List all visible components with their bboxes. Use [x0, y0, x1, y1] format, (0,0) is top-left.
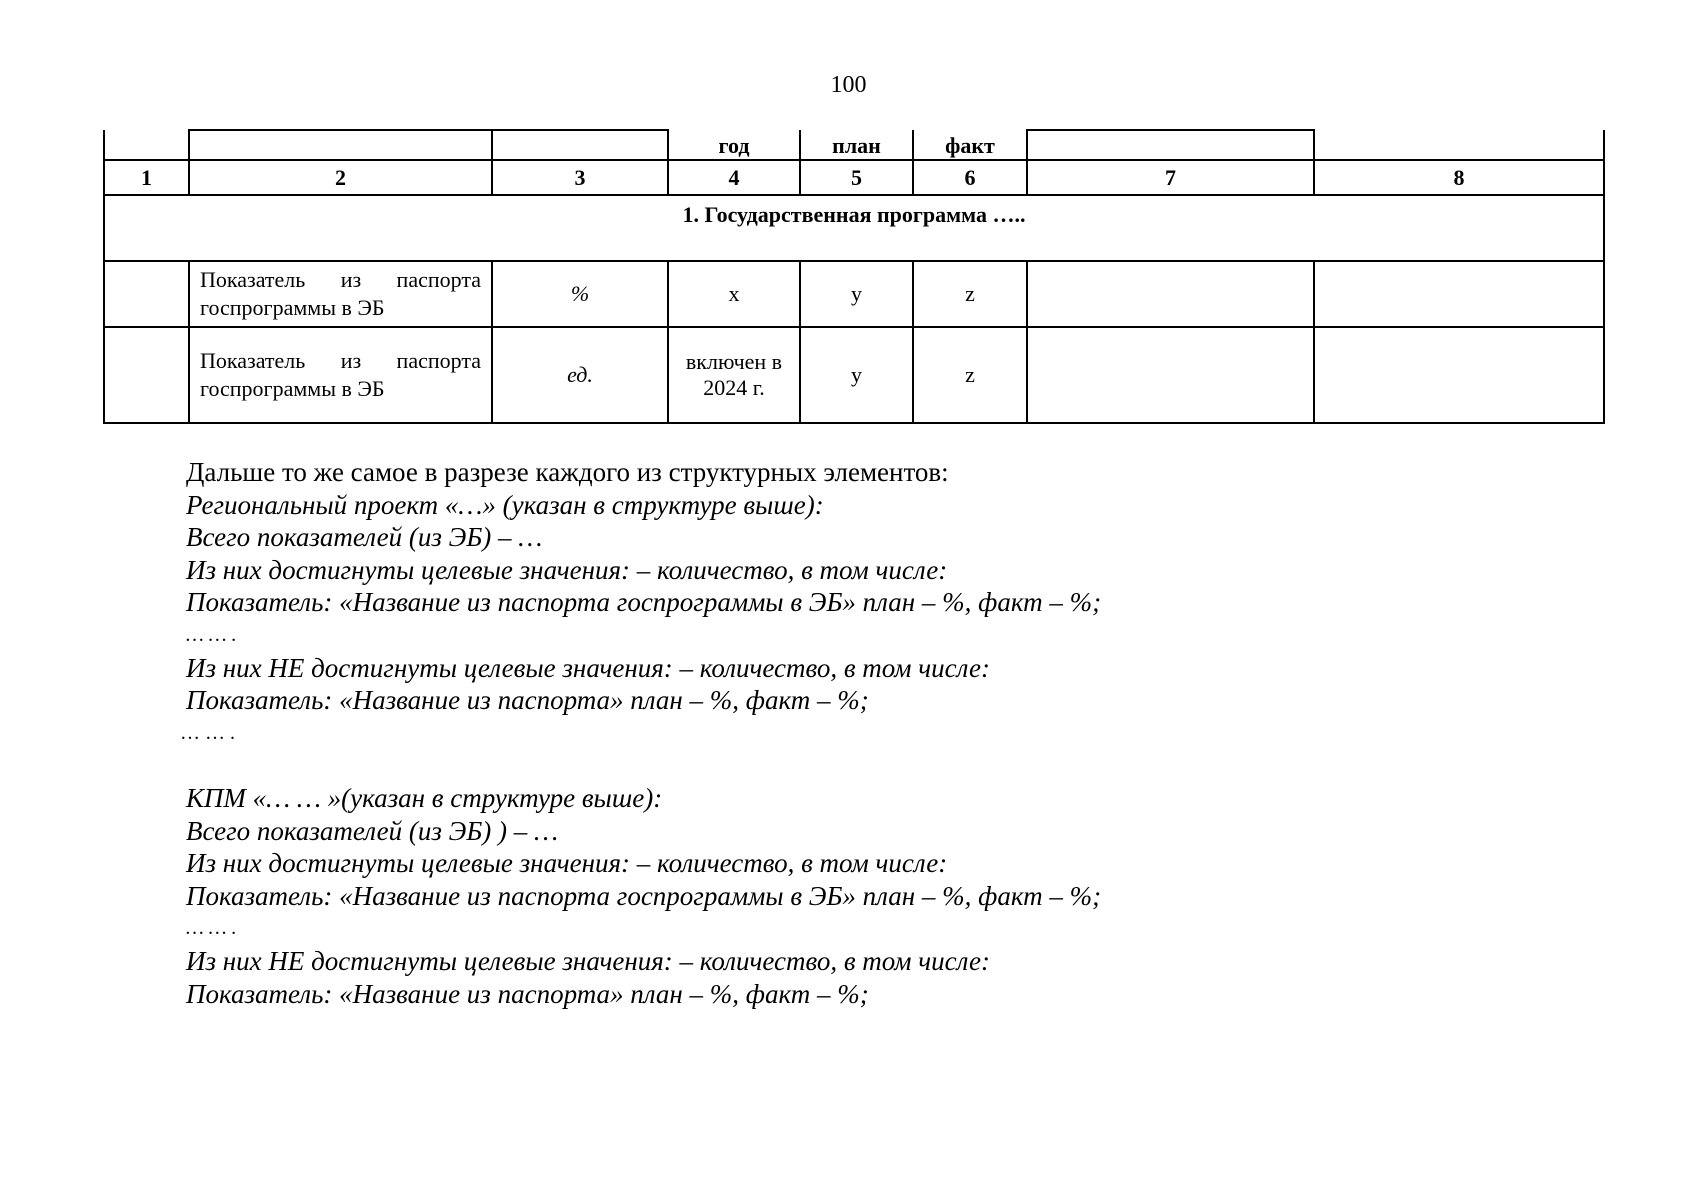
kpm-achieved-ellipsis: … … . [186, 917, 237, 940]
header-top-cell-3 [492, 130, 668, 160]
header-top-cell-7 [1027, 130, 1314, 160]
regional-not-achieved-ellipsis: … … . [180, 721, 235, 744]
col8-cell [1314, 261, 1604, 327]
unit-cell: ед. [492, 327, 668, 423]
column-number: 7 [1027, 160, 1314, 195]
column-number: 8 [1314, 160, 1604, 195]
regional-not-achieved-item: Показатель: «Название из паспорта» план – %, факт – %; [186, 685, 869, 716]
indicator-name: Показатель из паспорта госпрограммы в ЭБ [189, 261, 492, 327]
kpm-achieved-heading: Из них достигнуты целевые значения: – количество, в том числе: [186, 848, 948, 879]
year-cell: x [668, 261, 800, 327]
regional-total: Всего показателей (из ЭБ) – … [186, 522, 543, 553]
kpm-not-achieved-item: Показатель: «Название из паспорта» план – %, факт – %; [186, 978, 869, 1009]
col8-cell [1314, 327, 1604, 423]
col7-cell [1027, 327, 1314, 423]
notes-block [180, 456, 1286, 1010]
table-row [104, 327, 1604, 423]
header-top-cell-1 [104, 130, 189, 160]
section-row [104, 195, 1604, 261]
fact-cell: z [913, 327, 1027, 423]
section-title: 1. Государственная программа ….. [104, 195, 1604, 261]
kpm-total: Всего показателей (из ЭБ) ) – … [186, 815, 558, 846]
kpm-achieved-item: Показатель: «Название из паспорта госпрограммы в ЭБ» план – %, факт – %; [186, 880, 1102, 911]
table-row [104, 261, 1604, 327]
year-cell: включен в 2024 г. [668, 327, 800, 423]
table-header-top-row [104, 130, 1604, 160]
spacer [186, 749, 1286, 782]
column-number: 5 [800, 160, 913, 195]
column-number: 6 [913, 160, 1027, 195]
col7-cell [1027, 261, 1314, 327]
header-plan: план [800, 130, 913, 160]
unit-cell: % [492, 261, 668, 327]
header-fact: факт [913, 130, 1027, 160]
page-number: 100 [830, 72, 867, 98]
column-number: 4 [668, 160, 800, 195]
row-number-cell [104, 327, 189, 423]
fact-cell: z [913, 261, 1027, 327]
header-top-cell-2 [189, 130, 492, 160]
column-number: 2 [189, 160, 492, 195]
plan-cell: y [800, 327, 913, 423]
kpm-not-achieved-heading: Из них НЕ достигнуты целевые значения: – количество, в том числе: [186, 945, 991, 976]
indicator-name: Показатель из паспорта госпрограммы в ЭБ [189, 327, 492, 423]
notes-intro: Дальше то же самое в разрезе каждого из структурных элементов: [186, 457, 949, 487]
regional-achieved-item: Показатель: «Название из паспорта госпрограммы в ЭБ» план – %, факт – %; [186, 587, 1102, 618]
regional-achieved-heading: Из них достигнуты целевые значения: – количество, в том числе: [186, 554, 948, 585]
header-top-cell-8 [1314, 130, 1604, 160]
kpm-title: КПМ «… … »(указан в структуре выше): [186, 782, 663, 813]
column-number: 1 [104, 160, 189, 195]
row-number-cell [104, 261, 189, 327]
regional-project-title: Региональный проект «…» (указан в структуре выше): [186, 489, 824, 520]
indicators-table [103, 129, 1605, 424]
regional-not-achieved-heading: Из них НЕ достигнуты целевые значения: – количество, в том числе: [186, 652, 991, 683]
regional-achieved-ellipsis: … … . [186, 623, 237, 646]
header-year: год [668, 130, 800, 160]
plan-cell: y [800, 261, 913, 327]
column-number: 3 [492, 160, 668, 195]
table-column-numbers-row [104, 160, 1604, 195]
